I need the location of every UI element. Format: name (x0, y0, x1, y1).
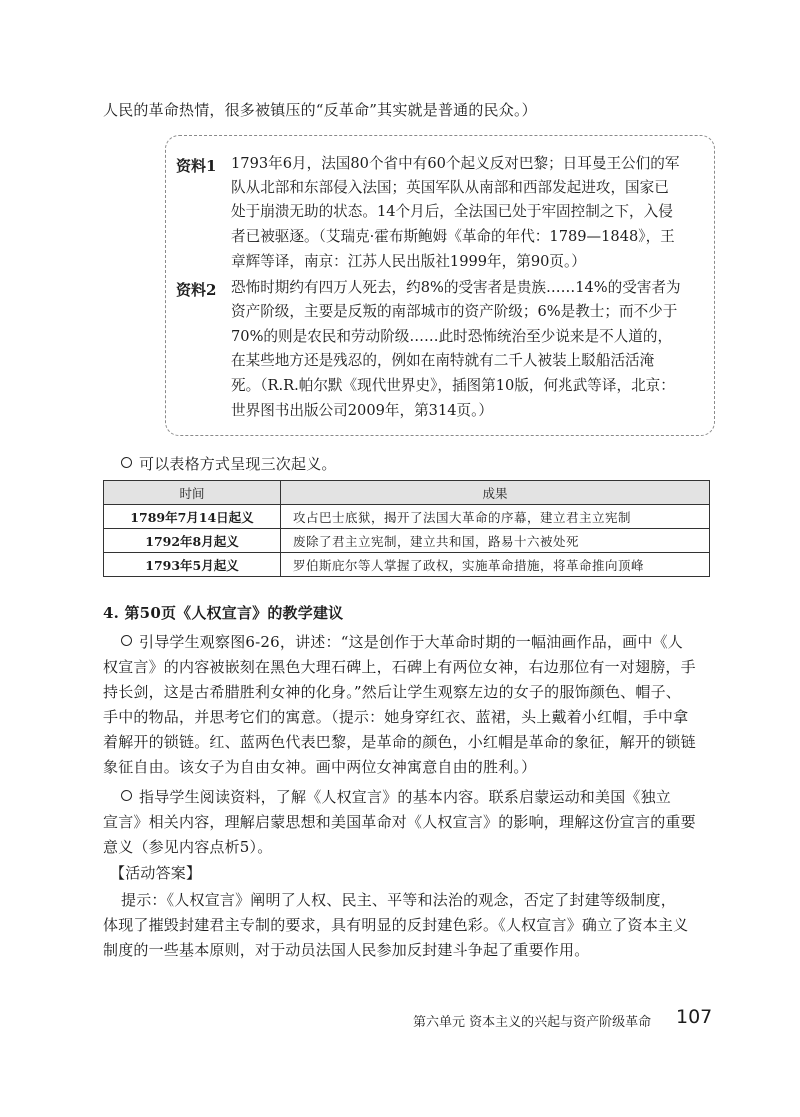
column-header-time: 时间 (104, 481, 281, 505)
source-2-line: 70%的则是农民和劳动阶级……此时恐怖统治至少说来是不人道的， (231, 328, 673, 345)
cell-result: 废除了君主立宪制，建立共和国，路易十六被处死 (281, 529, 710, 553)
answer-line: 体现了摧毁封建君主专制的要求，具有明显的反封建色彩。《人权宣言》确立了资本主义 (103, 916, 689, 934)
source-label-1: 资料1 (176, 157, 217, 175)
table-row (104, 505, 710, 529)
uprisings-table (103, 480, 710, 577)
paragraph-2-line: 意义（参见内容点析5）。 (103, 838, 273, 856)
circle-bullet-icon (121, 457, 132, 468)
source-2-line: 恐怖时期约有四万人死去，约8%的受害者是贵族……14%的受害者为 (231, 279, 681, 296)
intro-line: 人民的革命热情，很多被镇压的“反革命”其实就是普通的民众。） (103, 101, 537, 119)
source-1-line: 者已被驱逐。（艾瑞克·霍布斯鲍姆《革命的年代：1789—1848》，王 (231, 228, 675, 245)
paragraph-1-line: 权宣言》的内容被嵌刻在黑色大理石碑上，石碑上有两位女神，右边那位有一对翅膀，手 (103, 658, 696, 676)
paragraph-1-line: 象征自由。该女子为自由女神。画中两位女神寓意自由的胜利。） (103, 758, 537, 776)
cell-date: 1793年5月起义 (104, 553, 281, 577)
cell-date: 1789年7月14日起义 (104, 505, 281, 529)
cell-result: 罗伯斯庇尔等人掌握了政权，实施革命措施，将革命推向顶峰 (281, 553, 710, 577)
paragraph-2-line: 指导学生阅读资料，了解《人权宣言》的基本内容。联系启蒙运动和美国《独立 (121, 786, 671, 807)
source-2-line: 死。（R.R.帕尔默《现代世界史》，插图第10版，何兆武等译，北京： (231, 377, 675, 394)
activity-heading: 【活动答案】 (110, 864, 202, 882)
source-1-line: 1793年6月，法国80个省中有60个起义反对巴黎；日耳曼王公们的军 (231, 155, 680, 172)
paragraph-1-line: 着解开的锁链。红、蓝两色代表巴黎，是革命的颜色，小红帽是革命的象征，解开的锁链 (103, 733, 696, 751)
answer-line: 提示：《人权宣言》阐明了人权、民主、平等和法治的观念，否定了封建等级制度， (121, 891, 676, 909)
source-1-line: 章辉等译，南京：江苏人民出版社1999年，第90页。） (231, 253, 586, 270)
column-header-result: 成果 (281, 481, 710, 505)
paragraph-1-line: 引导学生观察图6-26，讲述：“这是创作于大革命时期的一幅油画作品，画中《人 (121, 631, 683, 652)
page-number: 107 (676, 1006, 713, 1028)
circle-bullet-icon (121, 790, 132, 801)
answer-line: 制度的一些基本原则，对于动员法国人民参加反封建斗争起了重要作用。 (103, 941, 590, 959)
table-row (104, 553, 710, 577)
paragraph-1-line: 手中的物品，并思考它们的寓意。（提示：她身穿红衣、蓝裙，头上戴着小红帽，手中拿 (103, 708, 689, 726)
table-row (104, 529, 710, 553)
source-2-line: 资产阶级，主要是反叛的南部城市的资产阶级；6%是教士；而不少于 (231, 303, 678, 320)
running-title: 第六单元 资本主义的兴起与资产阶级革命 (413, 1015, 652, 1030)
table-header-row (104, 481, 710, 505)
paragraph-2-line: 宣言》相关内容，理解启蒙思想和美国革命对《人权宣言》的影响，理解这份宣言的重要 (103, 813, 696, 831)
source-1-line: 处于崩溃无助的状态。14个月后，全法国已处于牢固控制之下，入侵 (231, 203, 673, 220)
source-2-line: 世界图书出版公司2009年，第314页。） (231, 402, 494, 419)
circle-bullet-icon (121, 635, 132, 646)
table-intro: 可以表格方式呈现三次起义。 (121, 453, 337, 474)
paragraph-1-line: 持长剑，这是古希腊胜利女神的化身。”然后让学生观察左边的女子的服饰颜色、帽子、 (103, 683, 681, 701)
source-2-line: 在某些地方还是残忍的，例如在南特就有二千人被装上駁船活活淹 (231, 352, 655, 369)
source-label-2: 资料2 (176, 281, 217, 299)
section-heading: 4. 第50页《人权宣言》的教学建议 (103, 604, 344, 622)
cell-result: 攻占巴士底狱，揭开了法国大革命的序幕，建立君主立宪制 (281, 505, 710, 529)
cell-date: 1792年8月起义 (104, 529, 281, 553)
source-1-line: 队从北部和东部侵入法国；英国军队从南部和西部发起进攻，国家已 (231, 179, 669, 196)
